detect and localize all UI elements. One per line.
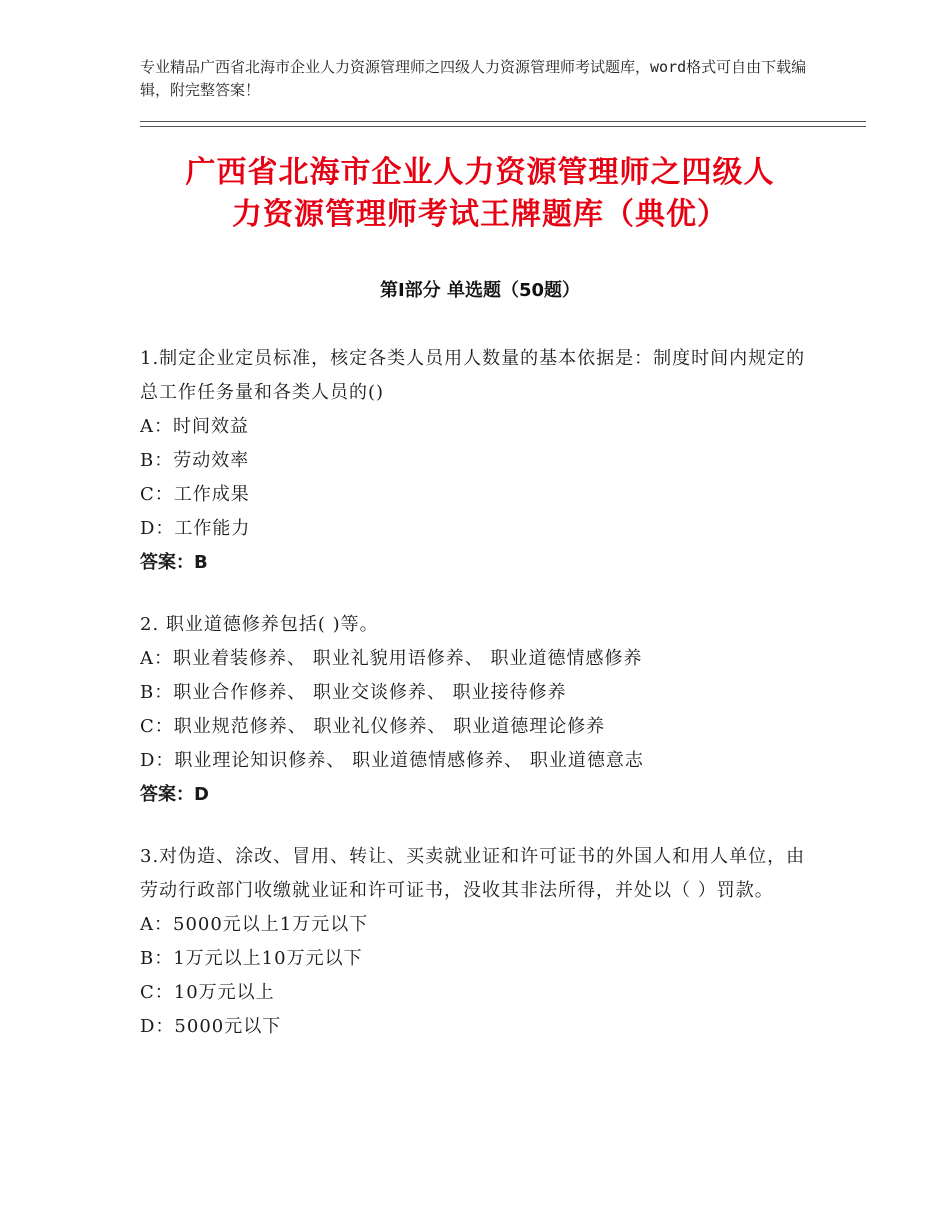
option-b: B：1万元以上10万元以下 — [140, 948, 363, 969]
section-heading: 第Ⅰ部分 单选题（50题） — [379, 280, 580, 301]
answer: 答案：D — [140, 784, 209, 805]
question-stem: 1.制定企业定员标准，核定各类人员用人数量的基本依据是：制度时间内规定的总工作任务量和各类人员的() — [140, 348, 806, 403]
option-a: A：5000元以上1万元以下 — [140, 914, 369, 935]
answer: 答案：B — [140, 552, 208, 573]
document-title — [140, 152, 820, 236]
question-list — [140, 342, 820, 1072]
option-c: C：10万元以上 — [140, 982, 275, 1003]
question-1 — [140, 342, 820, 580]
option-b: B：劳动效率 — [140, 450, 250, 471]
option-c: C：工作成果 — [140, 484, 250, 505]
title-line-1: 广西省北海市企业人力资源管理师之四级人 — [185, 155, 775, 190]
option-a: A：职业着装修养、 职业礼貌用语修养、 职业道德情感修养 — [140, 648, 643, 669]
question-2 — [140, 608, 820, 812]
question-stem: 2. 职业道德修养包括( )等。 — [140, 614, 379, 635]
header-note: 专业精品广西省北海市企业人力资源管理师之四级人力资源管理师考试题库，word格式可自由下载编辑，附完整答案！ — [140, 58, 807, 99]
option-d: D：职业理论知识修养、 职业道德情感修养、 职业道德意志 — [140, 750, 644, 771]
option-d: D：5000元以下 — [140, 1016, 282, 1037]
title-line-2: 力资源管理师考试王牌题库（典优） — [232, 197, 728, 232]
option-a: A：时间效益 — [140, 416, 249, 437]
option-b: B：职业合作修养、 职业交谈修养、 职业接待修养 — [140, 682, 567, 703]
header-divider — [140, 121, 866, 127]
option-c: C：职业规范修养、 职业礼仪修养、 职业道德理论修养 — [140, 716, 606, 737]
option-d: D：工作能力 — [140, 518, 251, 539]
question-stem: 3.对伪造、涂改、冒用、转让、买卖就业证和许可证书的外国人和用人单位，由劳动行政部门收缴就业证和许可证书，没收其非法所得，并处以（ ）罚款。 — [140, 846, 806, 901]
question-3 — [140, 840, 820, 1044]
